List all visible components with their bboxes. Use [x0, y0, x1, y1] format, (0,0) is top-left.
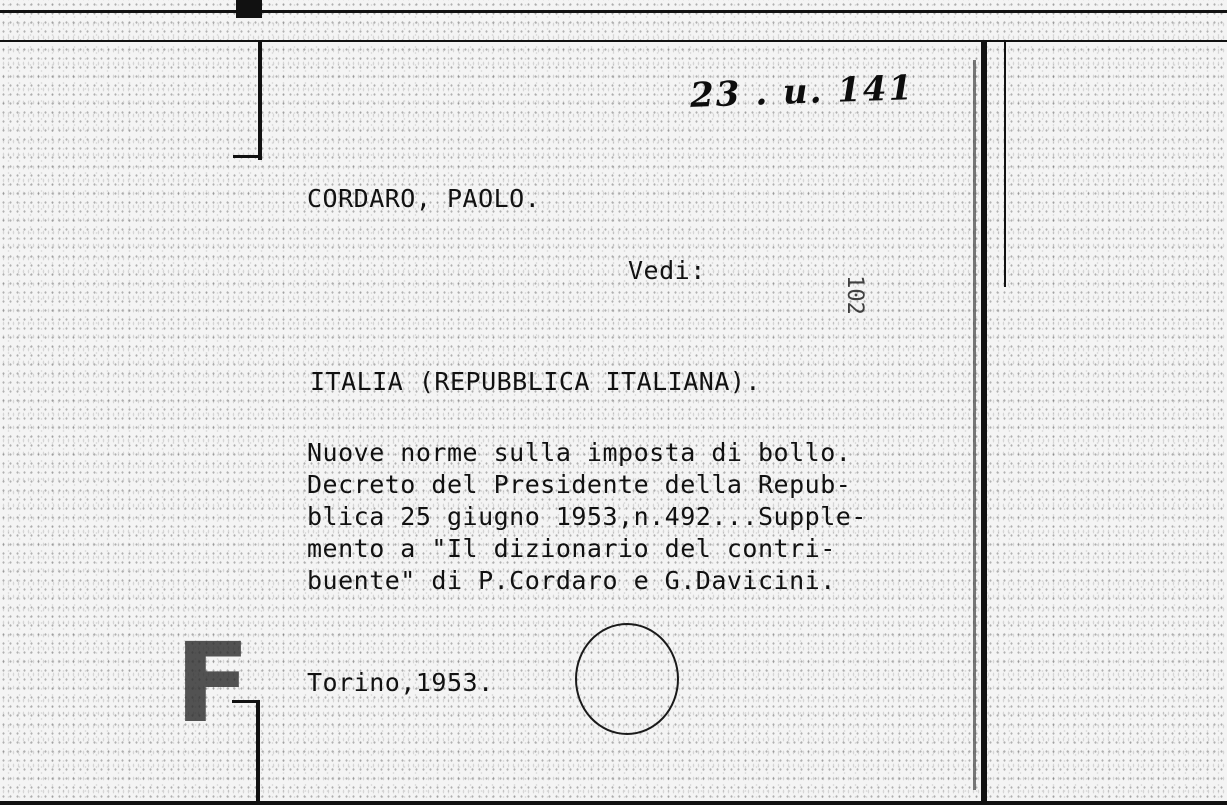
card-right-edge: [981, 42, 987, 805]
circle-stamp-mark: [575, 623, 679, 735]
imprint-place-date: Torino,1953.: [307, 668, 494, 697]
description-line: mento a "Il dizionario del contri-: [307, 534, 836, 563]
corporate-heading: ITALIA (REPUBBLICA ITALIANA).: [310, 367, 761, 396]
card-left-edge-lower: [256, 700, 260, 805]
card-left-notch: [233, 155, 261, 158]
top-border-line-lower: [0, 40, 1227, 42]
author-heading: CORDARO, PAOLO.: [307, 184, 541, 213]
rotated-stamp-number: 102: [842, 275, 868, 315]
title-description: [307, 437, 997, 597]
description-line: Nuove norme sulla imposta di bollo.: [307, 438, 852, 467]
description-line: Decreto del Presidente della Repub-: [307, 470, 852, 499]
card-left-edge-upper: [258, 42, 262, 160]
top-tab-mark: [236, 0, 262, 18]
top-border-line: [0, 10, 1227, 13]
bottom-border-line: [0, 801, 1227, 805]
see-also-label: Vedi:: [628, 256, 706, 285]
drawer-letter: F: [175, 619, 251, 747]
handwritten-reference: 23 . u. 141: [689, 68, 915, 116]
adjacent-card-edge: [1004, 42, 1006, 287]
card-right-edge-shadow: [973, 60, 976, 790]
description-line: blica 25 giugno 1953,n.492...Supple-: [307, 502, 867, 531]
description-line: buente" di P.Cordaro e G.Davicini.: [307, 566, 836, 595]
